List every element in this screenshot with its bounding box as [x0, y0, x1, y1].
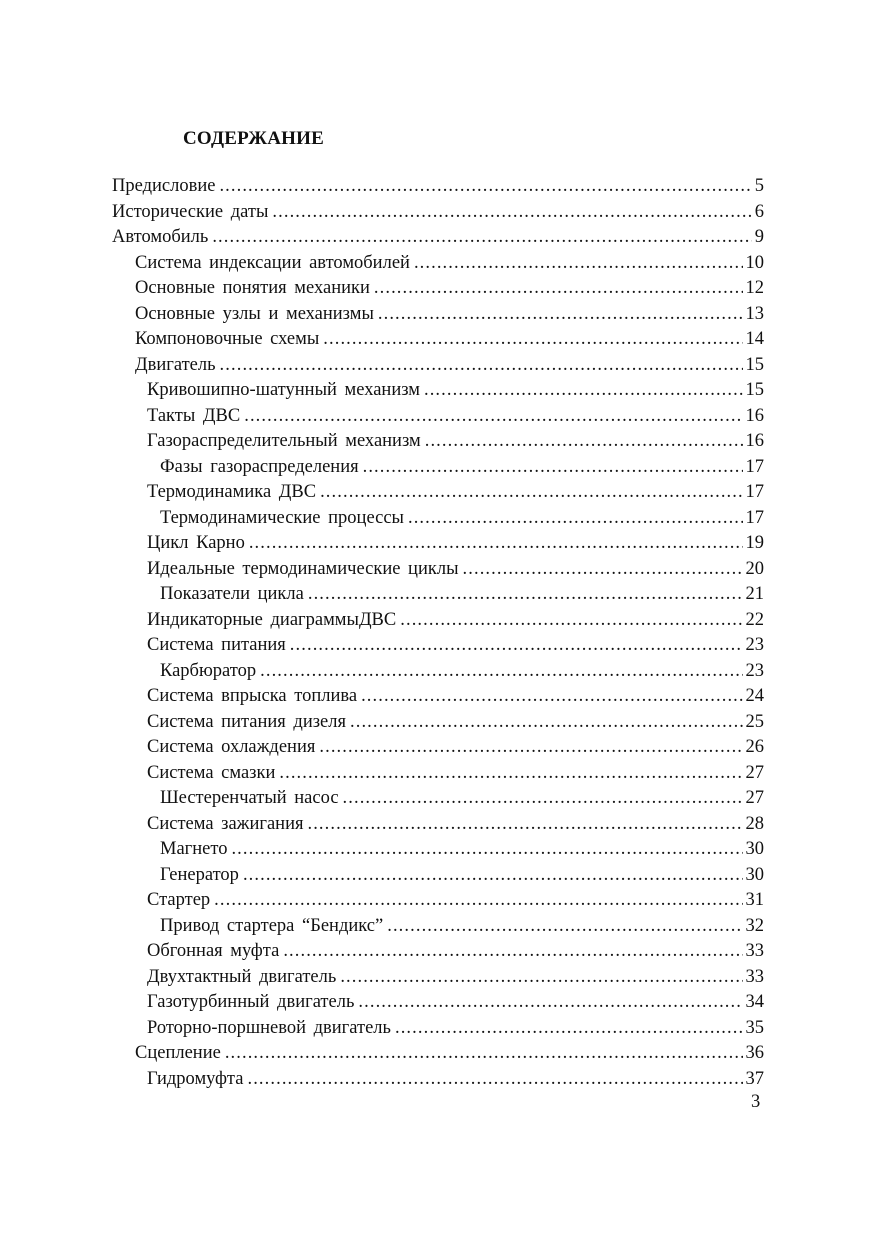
- toc-dot-leader: [387, 914, 742, 940]
- toc-entry-title: Система впрыска топлива: [147, 686, 358, 706]
- toc-entry-page: 17: [745, 456, 764, 477]
- toc-entry-title: Двухтактный двигатель: [147, 966, 337, 987]
- toc-entry-title: Система зажигания: [147, 813, 304, 834]
- toc-entry: [112, 276, 764, 302]
- toc-entry-title: Кривошипно-шатунный механизм: [147, 380, 420, 400]
- toc-entry: [112, 608, 764, 634]
- toc-entry-title: Автомобиль: [112, 227, 209, 247]
- toc-dot-leader: [323, 327, 742, 353]
- toc-dot-leader: [340, 965, 742, 991]
- toc-dot-leader: [343, 786, 743, 812]
- toc-entry: [112, 863, 764, 889]
- toc-dot-leader: [307, 812, 742, 838]
- toc-dot-leader: [408, 506, 743, 532]
- toc-entry-title: Роторно-поршневой двигатель: [147, 1017, 391, 1038]
- toc-entry-page: 37: [745, 1068, 764, 1089]
- toc-entry-page: 12: [745, 278, 764, 298]
- toc-dot-leader: [220, 353, 743, 379]
- toc-dot-leader: [225, 1041, 743, 1067]
- toc-dot-leader: [308, 582, 743, 608]
- toc-entry-title: Такты ДВС: [147, 405, 241, 426]
- toc-entry-title: Магнето: [160, 839, 228, 859]
- toc-entry-title: Основные понятия механики: [135, 278, 370, 298]
- toc-entry: [112, 557, 764, 583]
- toc-entry-title: Индикаторные диаграммыДВС: [147, 609, 397, 630]
- table-of-contents: [112, 174, 764, 1092]
- toc-dot-leader: [320, 480, 742, 506]
- toc-entry: [112, 939, 764, 965]
- toc-entry-page: 23: [745, 660, 764, 681]
- toc-entry: [112, 404, 764, 430]
- toc-entry-page: 36: [745, 1043, 764, 1063]
- toc-entry-page: 10: [745, 252, 764, 273]
- toc-entry: [112, 710, 764, 736]
- toc-entry-page: 24: [745, 686, 764, 706]
- toc-entry: [112, 837, 764, 863]
- toc-entry-page: 31: [745, 890, 764, 910]
- toc-entry-page: 15: [745, 354, 764, 375]
- toc-entry: [112, 302, 764, 328]
- toc-entry-title: Основные узлы и механизмы: [135, 303, 374, 324]
- toc-entry: [112, 582, 764, 608]
- toc-entry-title: Исторические даты: [112, 201, 269, 222]
- toc-entry-page: 17: [745, 507, 764, 528]
- toc-entry-page: 14: [745, 329, 764, 349]
- toc-dot-leader: [244, 404, 742, 430]
- toc-entry-title: Термодинамические процессы: [160, 507, 404, 528]
- toc-dot-leader: [249, 531, 743, 557]
- toc-entry-title: Показатели цикла: [160, 584, 304, 604]
- toc-entry-title: Идеальные термодинамические циклы: [147, 558, 459, 579]
- toc-entry: [112, 200, 764, 226]
- toc-dot-leader: [231, 837, 742, 863]
- toc-entry-title: Стартер: [147, 890, 211, 910]
- toc-entry-page: 5: [754, 176, 764, 196]
- toc-entry-page: 34: [745, 992, 764, 1012]
- toc-entry: [112, 531, 764, 557]
- toc-entry-title: Гидромуфта: [147, 1068, 244, 1089]
- toc-entry: [112, 506, 764, 532]
- toc-entry-title: Система охлаждения: [147, 737, 316, 757]
- toc-entry-page: 20: [745, 558, 764, 579]
- toc-dot-leader: [247, 1067, 742, 1093]
- page-title: СОДЕРЖАНИЕ: [183, 128, 324, 149]
- toc-entry: [112, 965, 764, 991]
- toc-entry: [112, 480, 764, 506]
- toc-dot-leader: [374, 276, 743, 302]
- toc-entry: [112, 914, 764, 940]
- toc-entry-page: 33: [745, 941, 764, 961]
- toc-entry-page: 32: [745, 915, 764, 936]
- toc-entry-page: 6: [754, 201, 764, 222]
- toc-dot-leader: [219, 174, 751, 200]
- toc-entry: [112, 659, 764, 685]
- toc-entry-title: Система смазки: [147, 762, 276, 783]
- toc-entry: [112, 251, 764, 277]
- toc-dot-leader: [272, 200, 751, 226]
- toc-entry-page: 27: [745, 788, 764, 808]
- toc-entry: [112, 225, 764, 251]
- toc-entry-title: Обгонная муфта: [147, 941, 280, 961]
- toc-entry-title: Система индексации автомобилей: [135, 252, 410, 273]
- toc-entry: [112, 761, 764, 787]
- toc-entry: [112, 735, 764, 761]
- toc-dot-leader: [260, 659, 742, 685]
- toc-entry-title: Привод стартера “Бендикс”: [160, 915, 384, 936]
- toc-entry-title: Термодинамика ДВС: [147, 482, 317, 502]
- toc-entry: [112, 633, 764, 659]
- toc-entry-title: Шестеренчатый насос: [160, 788, 339, 808]
- toc-entry-title: Газотурбинный двигатель: [147, 992, 355, 1012]
- toc-entry-title: Сцепление: [135, 1043, 221, 1063]
- toc-dot-leader: [395, 1016, 743, 1042]
- toc-entry-title: Компоновочные схемы: [135, 329, 320, 349]
- toc-entry-page: 22: [745, 609, 764, 630]
- toc-entry: [112, 455, 764, 481]
- toc-dot-leader: [214, 888, 742, 914]
- toc-dot-leader: [463, 557, 743, 583]
- toc-dot-leader: [290, 633, 743, 659]
- page-number: 3: [751, 1092, 761, 1112]
- toc-entry: [112, 1067, 764, 1093]
- toc-dot-leader: [414, 251, 743, 277]
- toc-entry: [112, 353, 764, 379]
- toc-entry: [112, 378, 764, 404]
- toc-entry-title: Предисловие: [112, 176, 216, 196]
- toc-dot-leader: [212, 225, 751, 251]
- toc-entry-title: Двигатель: [135, 354, 216, 375]
- toc-entry: [112, 812, 764, 838]
- toc-entry-page: 15: [745, 380, 764, 400]
- toc-dot-leader: [319, 735, 742, 761]
- toc-entry-title: Система питания дизеля: [147, 711, 346, 732]
- toc-dot-leader: [358, 990, 742, 1016]
- toc-entry: [112, 990, 764, 1016]
- toc-entry-page: 23: [745, 635, 764, 655]
- toc-entry-page: 19: [745, 533, 764, 553]
- toc-dot-leader: [424, 378, 743, 404]
- toc-dot-leader: [283, 939, 742, 965]
- toc-entry-page: 21: [745, 584, 764, 604]
- toc-entry-page: 16: [745, 405, 764, 426]
- toc-entry-page: 28: [745, 813, 764, 834]
- toc-entry-title: Система питания: [147, 635, 286, 655]
- toc-dot-leader: [400, 608, 742, 634]
- toc-entry: [112, 174, 764, 200]
- toc-dot-leader: [350, 710, 743, 736]
- toc-entry: [112, 1041, 764, 1067]
- toc-entry-page: 13: [745, 303, 764, 324]
- toc-entry: [112, 327, 764, 353]
- toc-entry-page: 35: [745, 1017, 764, 1038]
- toc-entry-page: 9: [754, 227, 764, 247]
- toc-dot-leader: [363, 455, 743, 481]
- toc-entry-page: 26: [745, 737, 764, 757]
- toc-entry-title: Газораспределительный механизм: [147, 431, 421, 451]
- toc-entry-page: 17: [745, 482, 764, 502]
- toc-entry-page: 27: [745, 762, 764, 783]
- toc-entry: [112, 888, 764, 914]
- toc-entry-page: 30: [745, 839, 764, 859]
- toc-entry-page: 25: [745, 711, 764, 732]
- toc-entry-title: Карбюратор: [160, 660, 257, 681]
- toc-entry-page: 33: [745, 966, 764, 987]
- toc-entry: [112, 684, 764, 710]
- toc-entry-title: Цикл Карно: [147, 533, 245, 553]
- toc-entry: [112, 429, 764, 455]
- toc-dot-leader: [378, 302, 743, 328]
- toc-entry-title: Генератор: [160, 864, 239, 885]
- toc-dot-leader: [425, 429, 743, 455]
- toc-dot-leader: [279, 761, 742, 787]
- toc-entry-page: 30: [745, 864, 764, 885]
- toc-dot-leader: [243, 863, 743, 889]
- toc-entry-page: 16: [745, 431, 764, 451]
- toc-entry: [112, 786, 764, 812]
- toc-dot-leader: [361, 684, 742, 710]
- toc-entry-title: Фазы газораспределения: [160, 456, 359, 477]
- toc-entry: [112, 1016, 764, 1042]
